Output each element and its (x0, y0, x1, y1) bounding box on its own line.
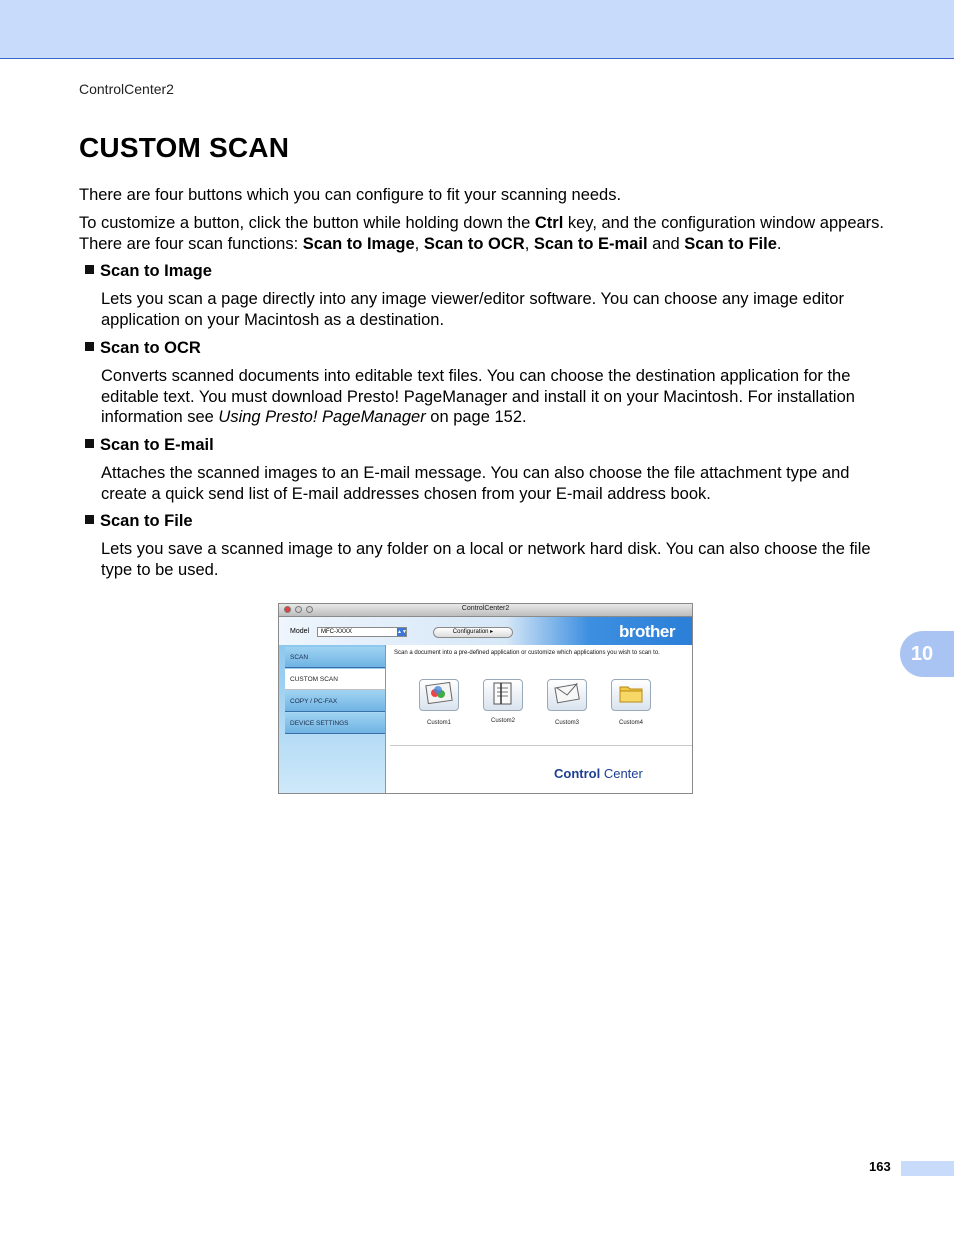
heading-text: Scan to Image (100, 262, 212, 280)
text-run: . (776, 234, 782, 253)
running-header: ControlCenter2 (79, 81, 174, 97)
custom2-label: Custom2 (490, 718, 515, 724)
configuration-label: Configuration (452, 629, 489, 635)
logo-bold-text: Control (554, 766, 601, 781)
section-heading-scan-to-ocr (85, 338, 201, 358)
section-body-scan-to-image: Lets you scan a page directly into any image viewer/editor software. You can choose any image editor application on your Macintosh as a destination. (101, 290, 844, 329)
square-bullet-icon (85, 515, 94, 524)
chapter-number: 10 (910, 642, 934, 665)
logo-regular-text: Center (600, 766, 643, 781)
scan-to-email-term: Scan to E-mail (533, 234, 648, 253)
sidebar-item-scan[interactable]: SCAN (285, 647, 385, 668)
custom1-label: Custom1 (426, 720, 451, 726)
custom2-button[interactable] (483, 679, 523, 711)
custom3-label: Custom3 (554, 720, 579, 726)
model-label: Model (290, 628, 310, 635)
text-run: , (524, 234, 534, 253)
text-run: on page 152. (425, 408, 527, 426)
custom1-button[interactable] (419, 679, 459, 711)
section-body-scan-to-file: Lets you save a scanned image to any folder on a local or network hard disk. You can also choose the file type to be used. (101, 540, 871, 579)
envelope-icon (552, 681, 582, 710)
panel-divider (390, 745, 693, 746)
app-header (279, 617, 692, 645)
control-center-logo (554, 766, 643, 781)
model-value: MFC-XXXX (321, 629, 353, 635)
footer-bar (901, 1161, 954, 1176)
heading-text: Scan to OCR (100, 339, 201, 357)
window-titlebar (279, 604, 692, 617)
presto-pagemanager-link-text: Using Presto! PageManager (218, 408, 426, 426)
custom3-button[interactable] (547, 679, 587, 711)
sidebar-item-copy-pc-fax[interactable]: COPY / PC-FAX (285, 691, 385, 712)
text-run: key, and the configuration window appears. There are four scan functions: (79, 214, 885, 253)
text-run: To customize a button, click the button while holding down the (79, 214, 535, 232)
brother-logo: brother (619, 622, 675, 641)
customize-paragraph (79, 213, 899, 254)
text-run: Converts scanned documents into editable text files. You can choose the destination application for the editable text. You must download Presto! PageManager and install it on your Macintosh. For installation information see (101, 367, 855, 426)
heading-text: Scan to File (100, 512, 193, 530)
heading-text: Scan to E-mail (100, 436, 214, 454)
section-heading-scan-to-file (85, 511, 193, 531)
sidebar-item-custom-scan[interactable]: CUSTOM SCAN (285, 669, 385, 690)
updown-arrows-icon: ▲▼ (397, 629, 407, 635)
text-run: , (414, 234, 424, 253)
custom4-label: Custom4 (618, 720, 643, 726)
square-bullet-icon (85, 439, 94, 448)
sidebar-item-device-settings[interactable]: DEVICE SETTINGS (285, 713, 385, 734)
controlcenter2-window (278, 603, 693, 794)
page-number: 163 (869, 1159, 891, 1174)
scan-to-image-term: Scan to Image (302, 234, 415, 253)
panel-description: Scan a document into a pre-defined application or customize which applications you wish to scan to. (394, 650, 660, 656)
section-body-scan-to-ocr (101, 366, 896, 428)
configuration-button[interactable]: Configuration ▸ (433, 627, 513, 638)
page-title: CUSTOM SCAN (79, 132, 290, 163)
chapter-tab (900, 631, 954, 677)
ctrl-key-term: Ctrl (534, 214, 564, 232)
custom4-button[interactable] (611, 679, 651, 711)
app-main-panel (386, 645, 693, 794)
square-bullet-icon (85, 265, 94, 274)
window-title: ControlCenter2 (461, 605, 510, 612)
section-heading-scan-to-email (85, 435, 214, 455)
top-band (0, 0, 954, 59)
app-sidebar (279, 645, 386, 794)
ocr-document-icon (488, 680, 518, 711)
model-select[interactable] (317, 627, 407, 637)
folder-icon (616, 681, 646, 710)
scan-to-ocr-term: Scan to OCR (423, 234, 525, 253)
text-run: and (647, 234, 685, 253)
intro-paragraph: There are four buttons which you can configure to fit your scanning needs. (79, 186, 622, 204)
section-heading-scan-to-image (85, 261, 212, 281)
image-icon (424, 681, 454, 710)
scan-to-file-term: Scan to File (684, 234, 777, 253)
section-body-scan-to-email: Attaches the scanned images to an E-mail message. You can also choose the file attachment type and create a quick send list of E-mail addresses chosen from your E-mail address book. (101, 464, 850, 503)
square-bullet-icon (85, 342, 94, 351)
